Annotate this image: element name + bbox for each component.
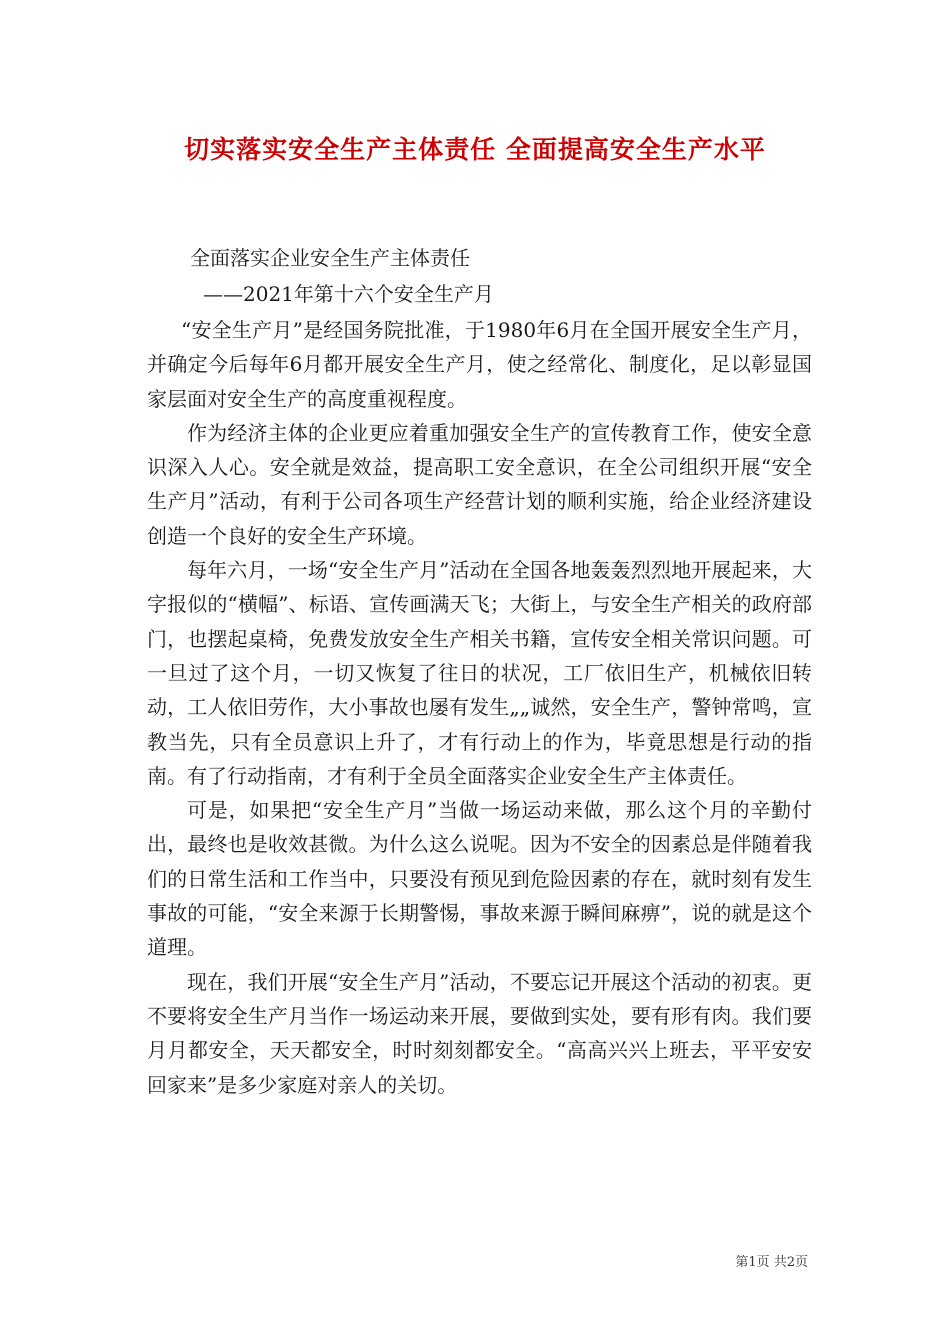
page-number: 第1页 共2页 [735,1255,808,1270]
page-title: 切实落实安全生产主体责任 全面提高安全生产水平 [184,135,766,164]
paragraph: 现在，我们开展“安全生产月”活动，不要忘记开展这个活动的初衷。更不要将安全生产月当作一场运动来开展，要做到实处，要有形有肉。我们要月月都安全，天天都安全，时时刻刻都安全。“高高兴兴上班去，平平安安回家来”是多少家庭对亲人的关切。 [147,969,812,1097]
paragraph: 作为经济主体的企业更应着重加强安全生产的宣传教育工作，使安全意识深入人心。安全就是效益，提高职工安全意识，在全公司组织开展“安全生产月”活动，有利于公司各项生产经营计划的顺利实施，给企业经济建设创造一个良好的安全生产环境。 [147,420,812,548]
paragraph: 每年六月，一场“安全生产月”活动在全国各地轰轰烈烈地开展起来，大字报似的“横幅”、标语、宣传画满天飞；大街上，与安全生产相关的政府部门，也摆起桌椅，免费发放安全生产相关书籍，宣传安全相关常识问题。可一旦过了这个月，一切又恢复了往日的状况，工厂依旧生产，机械依旧转动，工人依旧劳作，大小事故也屡有发生„„诚然，安全生产，警钟常鸣，宣教当先，只有全员意识上升了，才有行动上的作为，毕竟思想是行动的指南。有了行动指南，才有利于全员全面落实企业安全生产主体责任。 [147,558,812,788]
subheading: 全面落实企业安全生产主体责任 [190,246,470,270]
paragraph: 可是，如果把“安全生产月”当做一场运动来做，那么这个月的辛勤付出，最终也是收效甚微。为什么这么说呢。因为不安全的因素总是伴随着我们的日常生活和工作当中，只要没有预见到危险因素的存在，就时刻有发生事故的可能，“安全来源于长期警惕，事故来源于瞬间麻痹”，说的就是这个道理。 [147,798,812,960]
subheading-date-line: ——2021年第十六个安全生产月 [203,282,494,306]
paragraph: “安全生产月”是经国务院批准，于1980年6月在全国开展安全生产月，并确定今后每年6月都开展安全生产月，使之经常化、制度化，足以彰显国家层面对安全生产的高度重视程度。 [147,318,812,411]
document-body [147,313,812,1102]
